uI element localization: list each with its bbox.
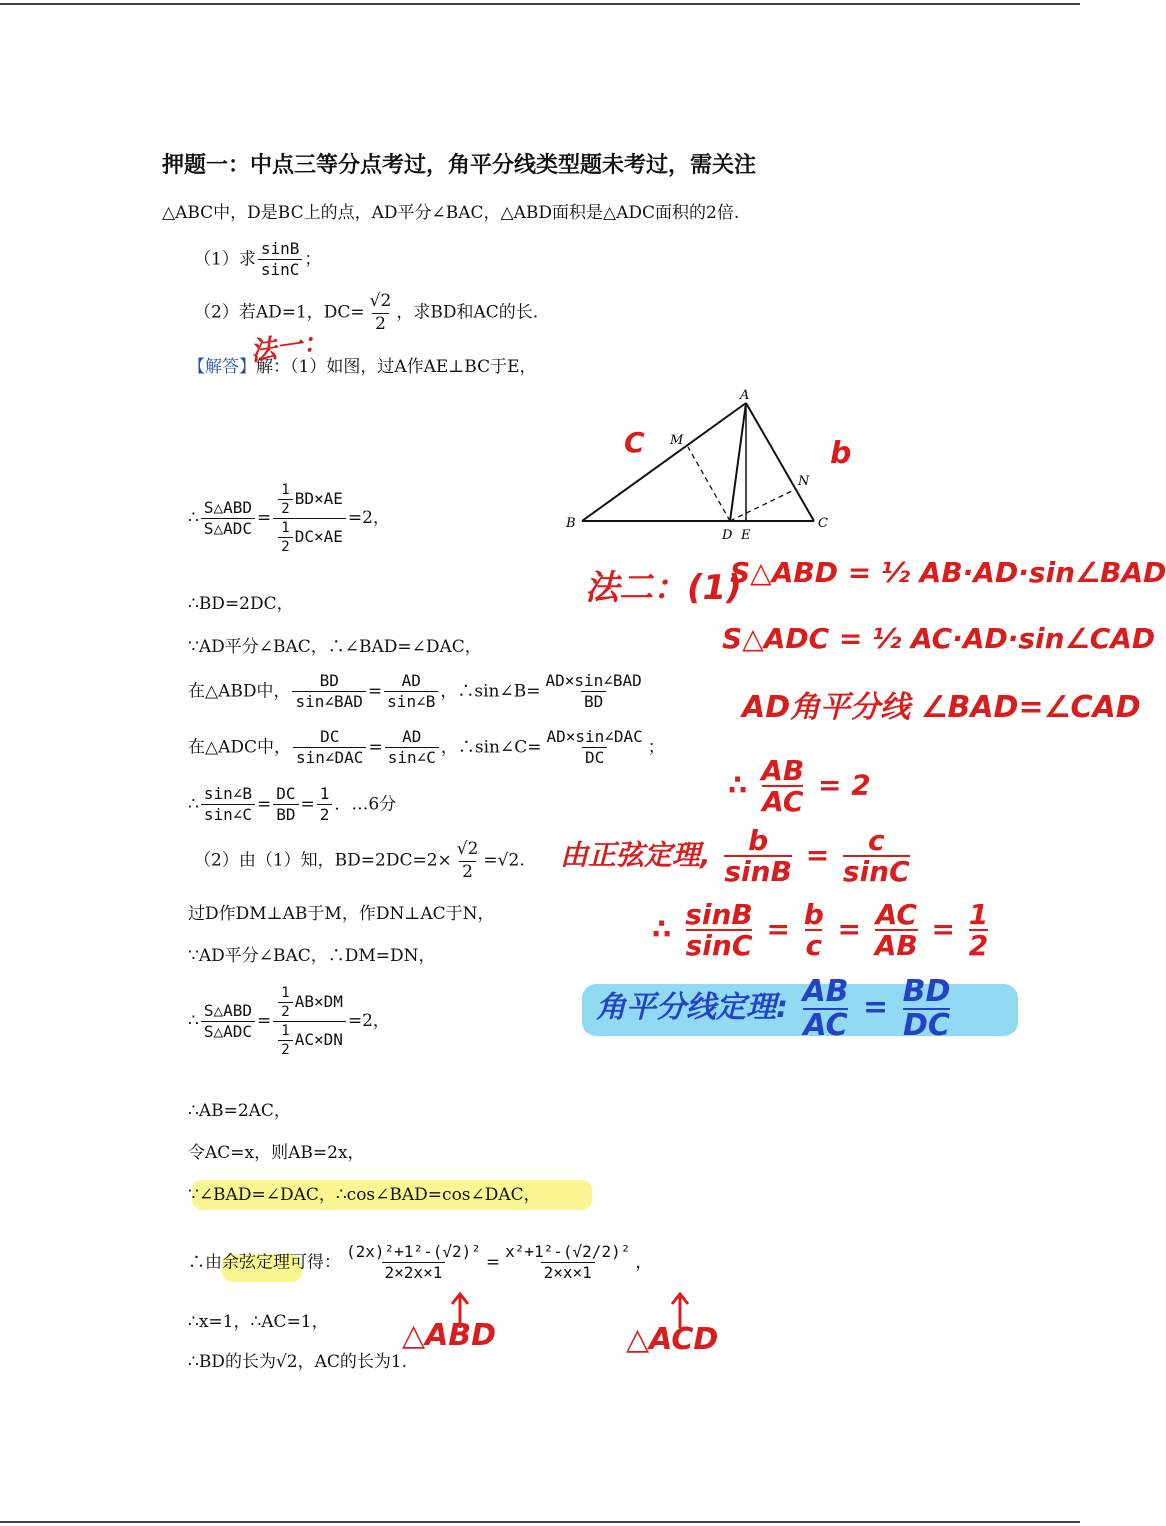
let-x-line: 令AC=x，则AB=2x， [188,1143,365,1163]
cosine-rule-line: ∴由余弦定理可得： $\frac{\text{(2x)²+1²-(√2)²}}{2\times 2x\times 1}$ = $\frac{\text{x²+1²-(√2/2)²}}{2\times x\times 1}$ ， [188,1242,653,1283]
vertex-label-a: A [740,388,750,403]
hw-tri-abd: △ABD [402,1318,497,1353]
question-1: （1）求 $\frac{\sin B}{\sin C}$ ； [194,239,322,280]
bottom-rule [0,1521,1080,1523]
hw-method1: 法一： [248,326,331,368]
hw-label-c: C [624,426,645,459]
q2-fraction: $\frac{√2}{2}$ [369,291,392,334]
bd-eq-2dc: ∴BD=2DC， [188,594,294,614]
hw-sine-rule: 由正弦定理, $\frac{b}{\sin B}$ = $\frac{c}{\sin C}$ [560,824,910,889]
half-base-fraction: $\frac{1}{2}$ BD×AE $\frac{1}{2}$ DC×AE [273,482,346,555]
x-eq-1: ∴x=1，∴AC=1， [188,1312,329,1332]
dm-eq-dn: ∵AD平分∠BAC，∴DM=DN， [188,946,436,966]
sine-rule-adc: 在△ADC中， $\frac{DC}{\text{sin∠DAC}}$ = $\frac{AD}{\sin\angle C}$ ，∴sin∠C= $\frac{\text{AD×sin∠DAC}}{DC}$ ； [188,727,665,768]
top-rule [0,3,1080,5]
point-label-n: N [798,474,810,489]
cos-equal-line: ∵∠BAD=∠DAC，∴cos∠BAD=cos∠DAC， [188,1185,541,1205]
page-title: 押题一：中点三等分点考过，角平分线类型题未考过，需关注 [162,153,757,178]
sine-ratio-result: ∴ $\frac{\sin\angle B}{\sin\angle C}$ = $\frac{DC}{BD}$ = $\frac{1}{2}$ ．…6分 [188,784,397,825]
area-fraction: $\frac{\text{S△ABD}}{\text{S△ADC}}$ [201,499,255,539]
hw-bisector-theorem: 角平分线定理: $\frac{AB}{AC}$ = $\frac{BD}{DC}$ [596,974,951,1043]
point-label-d: D [722,528,733,543]
problem-stem: △ABC中，D是BC上的点，AD平分∠BAC，△ABD面积是△ADC面积的2倍. [162,203,740,223]
solution-intro: 【解答】解：（1）如图，过A作AE⊥BC于E， [188,357,537,377]
hw-ratio-chain: ∴ $\frac{\sin B}{\sin C}$ = $\frac{b}{c}$ = $\frac{AC}{AB}$ = $\frac{1}{2}$ [652,898,989,963]
vertex-label-b: B [566,516,576,531]
ad-bisect-line: ∵AD平分∠BAC，∴∠BAD=∠DAC， [188,637,482,657]
hw-label-b: b [830,436,852,471]
ab-eq-2ac: ∴AB=2AC， [188,1101,291,1121]
hw-method2: 法二：(1) [585,568,742,608]
final-answer: ∴BD的长为√2，AC的长为1. [188,1352,408,1372]
point-label-e: E [741,528,751,543]
vertex-label-c: C [818,516,828,531]
hw-s-abd: S△ABD = ½ AB·AD·sin∠BAD [730,556,1166,589]
answer-tag: 【解答】 [188,357,256,377]
question-2: （2）若AD=1，DC= $\frac{√2}{2}$ ，求BD和AC的长. [194,291,539,334]
point-label-m: M [670,433,684,448]
hw-ab-ac-eq-2: ∴ $\frac{AB}{AC}$ = 2 [728,754,871,819]
hw-tri-acd: △ACD [626,1322,719,1357]
hw-ad-bisector: AD角平分线 ∠BAD=∠CAD [742,690,1141,725]
triangle-figure [560,385,840,545]
dm-dn-line: 过D作DM⊥AB于M，作DN⊥AC于N， [188,904,495,924]
area-ratio-2: ∴ $\frac{\text{S△ABD}}{\text{S△ADC}}$ = $\frac{1}{2}$ AB×DM $\frac{1}{2}$ AC×DN =2， [188,985,390,1059]
sine-rule-abd: 在△ABD中， $\frac{BD}{\text{sin∠BAD}}$ = $\frac{AD}{\sin\angle B}$ ，∴sin∠B= $\frac{\text{AD×sin∠BAD}}{BD}$ [188,671,642,712]
area-ratio-1: ∴ $\frac{\text{S△ABD}}{\text{S△ADC}}$ = $\frac{1}{2}$ BD×AE $\frac{1}{2}$ DC×AE =2， [188,482,390,556]
part2-bd: （2）由（1）知，BD=2DC=2× $\frac{√2}{2}$ =√2. [194,839,525,882]
q1-fraction: $\frac{\sin B}{\sin C}$ [258,240,303,280]
hw-s-adc: S△ADC = ½ AC·AD·sin∠CAD [722,622,1156,655]
